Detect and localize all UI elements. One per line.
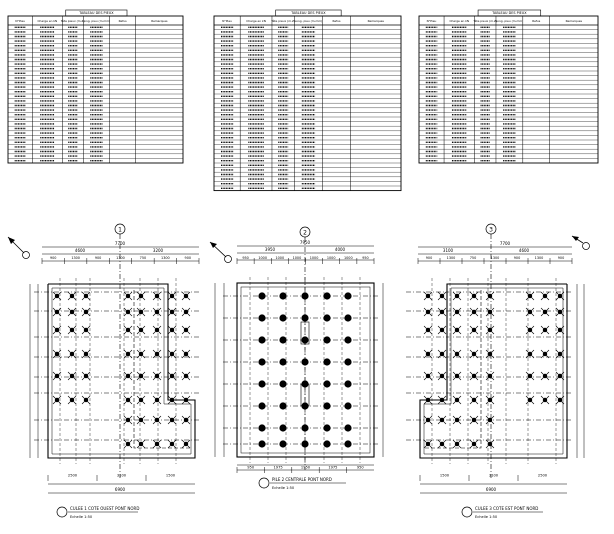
table-header-cell: Refus xyxy=(532,18,541,23)
top-dimension: 7700 xyxy=(499,241,511,246)
table-header-cell: N°Pieu xyxy=(15,18,26,23)
pile xyxy=(344,424,351,431)
pile xyxy=(279,402,286,409)
table-title: TABLEAU DES PIEUX xyxy=(291,11,326,15)
table-header-cell: Charge en kN xyxy=(449,18,470,23)
dim-seg: 4600 xyxy=(518,248,530,253)
axis-label-3: 3 xyxy=(489,226,493,234)
table-title: TABLEAU DES PIEUX xyxy=(79,11,114,15)
axis-label-1: 1 xyxy=(118,226,122,234)
table-header-cell: Tête pieux (m.Z) xyxy=(60,18,85,23)
pile xyxy=(279,380,286,387)
pile xyxy=(258,380,265,387)
table-header-cell: Refus xyxy=(118,18,127,23)
pile xyxy=(323,314,330,321)
bottom-dimension: 1975 xyxy=(328,465,338,470)
pile xyxy=(258,424,265,431)
bottom-dimension: 3100 xyxy=(488,473,499,478)
bottom-dimension: 2500 xyxy=(537,473,548,478)
bottom-total: 6900 xyxy=(485,487,497,492)
pile xyxy=(323,358,330,365)
pile xyxy=(258,402,265,409)
sub-dimension: 1300 xyxy=(446,256,456,260)
table-header-cell: Refus xyxy=(332,18,341,23)
table-header-cell: Remarques xyxy=(565,18,583,23)
pile xyxy=(323,380,330,387)
north-arrow-icon xyxy=(572,236,590,250)
axis-label-2: 2 xyxy=(303,229,307,237)
sub-dimension: 1000 xyxy=(292,256,302,260)
sub-dimension: 1300 xyxy=(71,256,80,260)
table-header-cell: Tête pieux (m.Z) xyxy=(473,18,498,23)
top-dimension: 7950 xyxy=(299,240,311,245)
sub-dimension: 900 xyxy=(49,256,57,260)
table-header-cell: Charge en kN xyxy=(37,18,58,23)
bottom-dimension: 1500 xyxy=(165,473,176,478)
pile xyxy=(279,314,286,321)
pile xyxy=(323,336,330,343)
pile-table-1 xyxy=(8,10,183,163)
sub-dimension: 1000 xyxy=(309,256,319,260)
pile xyxy=(301,336,308,343)
top-dimension: 7700 xyxy=(114,241,126,246)
pile xyxy=(258,440,265,447)
plan-caption-scale: Echelle 1:50 xyxy=(475,515,498,519)
plan-caption-scale: Echelle 1:50 xyxy=(70,515,93,519)
pile xyxy=(344,380,351,387)
pile xyxy=(323,424,330,431)
north-arrow-icon xyxy=(210,242,232,263)
table-header-cell: Long. pieu (m.mm) xyxy=(495,18,524,23)
north-arrow-icon xyxy=(8,237,30,259)
pile xyxy=(323,402,330,409)
sub-dimension: 1000 xyxy=(258,256,268,260)
table-header-cell: Tête pieux (m.Z) xyxy=(271,18,296,23)
pile xyxy=(301,358,308,365)
bottom-total: 6900 xyxy=(114,487,126,492)
plan-caption-scale: Echelle 1:50 xyxy=(272,486,295,490)
pile-table-2 xyxy=(214,10,401,191)
pile xyxy=(301,424,308,431)
sub-dimension: 1300 xyxy=(116,256,125,260)
dim-seg: 3950 xyxy=(264,247,276,252)
sub-dimension: 950 xyxy=(242,256,249,260)
pile xyxy=(344,336,351,343)
sub-dimension: 1000 xyxy=(326,256,336,260)
pile xyxy=(344,314,351,321)
pile xyxy=(279,440,286,447)
sub-dimension: 900 xyxy=(513,256,521,260)
pile xyxy=(301,292,308,299)
pile xyxy=(279,292,286,299)
table-header-cell: Charge en kN xyxy=(246,18,266,23)
pile xyxy=(344,402,351,409)
bottom-dimension: 2500 xyxy=(67,473,78,478)
dim-seg: 3100 xyxy=(442,248,454,253)
pile xyxy=(344,440,351,447)
sub-dimension: 1300 xyxy=(490,256,500,260)
bottom-dimension: 1975 xyxy=(273,465,283,470)
sub-dimension: 1000 xyxy=(275,256,285,260)
pile xyxy=(323,292,330,299)
dim-seg: 3200 xyxy=(152,248,164,253)
pile xyxy=(279,358,286,365)
pile xyxy=(344,358,351,365)
table-header-cell: Long. pieu (m.mm) xyxy=(82,18,111,23)
dim-seg: 4000 xyxy=(334,247,346,252)
pile xyxy=(323,440,330,447)
pile xyxy=(344,292,351,299)
table-header-cell: N°Pieu xyxy=(222,18,232,23)
plan-caption-title: CULEE 3 COTE EST PONT NORD xyxy=(475,506,539,511)
sub-dimension: 1300 xyxy=(161,256,170,260)
sub-dimension: 900 xyxy=(425,256,433,260)
sub-dimension: 900 xyxy=(184,256,192,260)
pile xyxy=(279,336,286,343)
table-header-cell: N°Pieu xyxy=(426,18,437,23)
sub-dimension: 950 xyxy=(362,256,369,260)
table-header-cell: Remarques xyxy=(151,18,168,23)
dim-seg: 4600 xyxy=(74,248,86,253)
plan-pile-2 xyxy=(210,227,383,490)
pile xyxy=(258,336,265,343)
bottom-dimension: 1950 xyxy=(300,465,311,470)
pile-table-3 xyxy=(419,10,598,163)
sub-dimension: 750 xyxy=(469,256,477,260)
plan-culee-3 xyxy=(406,224,590,519)
pile xyxy=(301,314,308,321)
bottom-dimension: 1500 xyxy=(439,473,450,478)
table-title: TABLEAU DES PIEUX xyxy=(492,11,527,15)
pile xyxy=(279,424,286,431)
bottom-dimension: 950 xyxy=(356,465,364,470)
bottom-dimension: 950 xyxy=(247,465,255,470)
bottom-dimension: 3100 xyxy=(116,473,127,478)
plan-caption-title: PILE 2 CENTRALE PONT NORD xyxy=(272,477,332,482)
pile xyxy=(301,440,308,447)
plan-culee-1 xyxy=(8,224,201,519)
pile xyxy=(258,314,265,321)
plan-caption-title: CULEE 1 COTE OUEST PONT NORD xyxy=(70,506,140,511)
sub-dimension: 750 xyxy=(139,256,147,260)
sub-dimension: 1300 xyxy=(534,256,544,260)
pile xyxy=(258,358,265,365)
pile xyxy=(258,292,265,299)
sub-dimension: 900 xyxy=(94,256,102,260)
sub-dimension: 900 xyxy=(557,256,565,260)
table-header-cell: Long. pieu (m.mm) xyxy=(294,18,323,23)
table-header-cell: Remarques xyxy=(367,18,384,23)
sub-dimension: 1000 xyxy=(343,256,353,260)
